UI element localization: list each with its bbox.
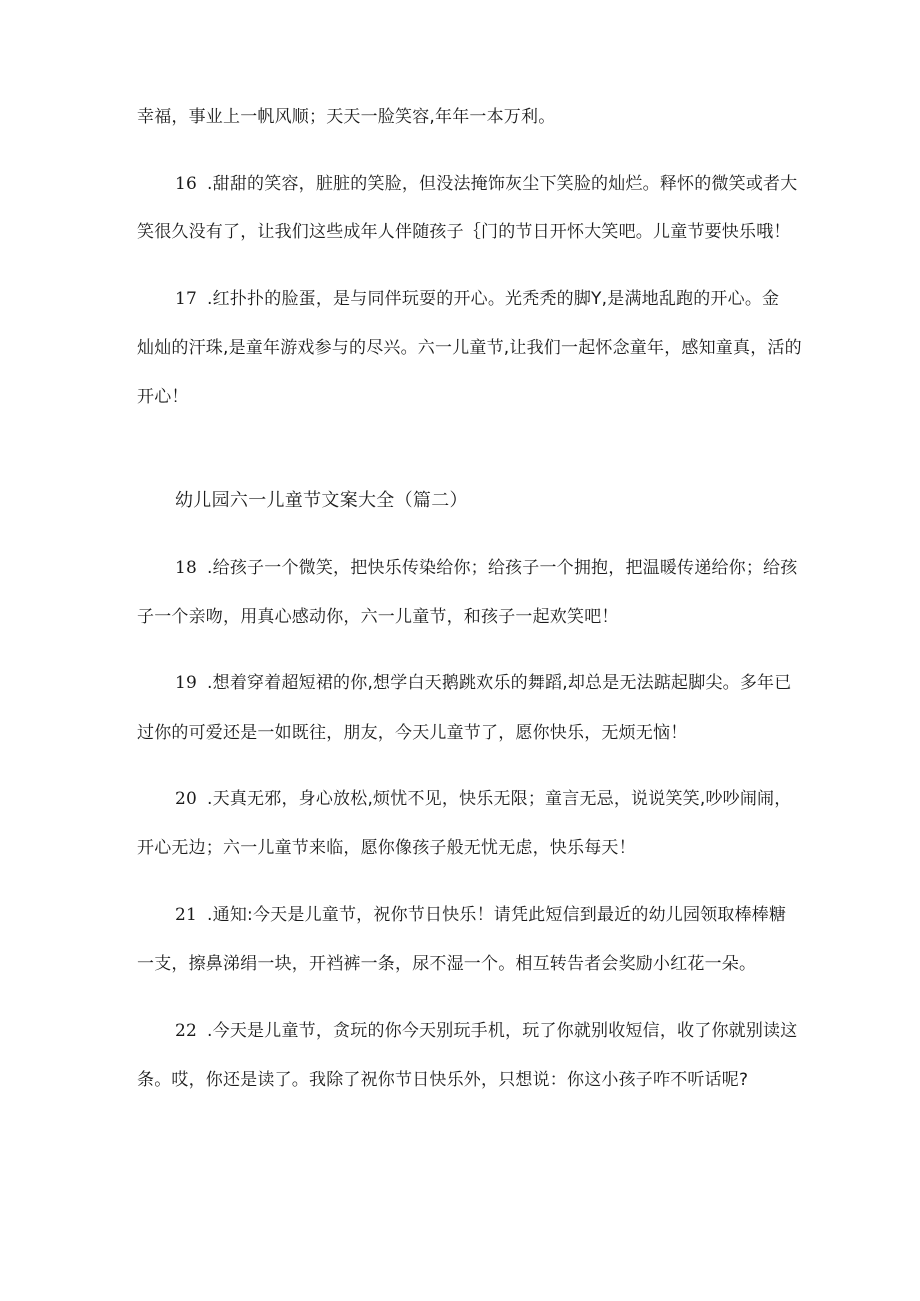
item-text: .天真无邪，身心放松,烦忧不见，快乐无限；童言无忌，说说笑笑,吵吵闹闹， bbox=[207, 789, 792, 809]
item-text: .今天是儿童节，贪玩的你今天别玩手机，玩了你就别收短信，收了你就别读这 bbox=[207, 1021, 798, 1041]
item-number: 21 bbox=[175, 905, 198, 925]
item-number: 16 bbox=[175, 174, 198, 194]
item-number: 17 bbox=[175, 289, 198, 309]
list-item-22 bbox=[175, 1019, 845, 1043]
item-number: 20 bbox=[175, 789, 198, 809]
item-text: .甜甜的笑容，脏脏的笑脸，但没法掩饰灰尘下笑脸的灿烂。释怀的微笑或者大 bbox=[207, 174, 798, 194]
list-item-21 bbox=[175, 903, 845, 927]
item-text: .红扑扑的脸蛋，是与同伴玩耍的开心。光秃秃的脚Y,是满地乱跑的开心。金 bbox=[207, 289, 780, 309]
item-text: .想着穿着超短裙的你,想学白天鹅跳欢乐的舞蹈,却总是无法踮起脚尖。多年已 bbox=[207, 673, 792, 693]
list-item-16 bbox=[175, 172, 845, 196]
list-item-18 bbox=[175, 556, 845, 580]
item-number: 22 bbox=[175, 1021, 198, 1041]
list-item-19 bbox=[175, 671, 845, 695]
list-item-20 bbox=[175, 787, 845, 811]
paragraph-line: 灿灿的汗珠,是童年游戏参与的尽兴。六一儿童节,让我们一起怀念童年，感知童真，活的 bbox=[137, 338, 802, 358]
paragraph-line: 开心！ bbox=[137, 387, 189, 407]
paragraph-line: 幸福，事业上一帆风顺；天天一脸笑容,年年一本万利。 bbox=[137, 107, 556, 127]
paragraph-line: 笑很久没有了，让我们这些成年人伴随孩子｛门的节日开怀大笑吧。儿童节要快乐哦！ bbox=[137, 222, 791, 242]
paragraph-line: 过你的可爱还是一如既往，朋友，今天儿童节了，愿你快乐，无烦无恼！ bbox=[137, 723, 688, 743]
paragraph-line: 条。哎，你还是读了。我除了祝你节日快乐外，只想说：你这小孩子咋不听话呢? bbox=[137, 1070, 749, 1090]
item-text: .给孩子一个微笑，把快乐传染给你；给孩子一个拥抱，把温暖传递给你；给孩 bbox=[207, 558, 798, 578]
item-number: 18 bbox=[175, 558, 198, 578]
paragraph-line: 开心无边；六一儿童节来临，愿你像孩子般无忧无虑，快乐每天！ bbox=[137, 838, 636, 858]
paragraph-line: 子一个亲吻，用真心感动你，六一儿童节，和孩子一起欢笑吧！ bbox=[137, 607, 619, 627]
list-item-17 bbox=[175, 287, 845, 311]
item-number: 19 bbox=[175, 673, 198, 693]
item-text: .通知:今天是儿童节，祝你节日快乐！请凭此短信到最近的幼儿园领取棒棒糖 bbox=[207, 905, 787, 925]
section-title: 幼儿园六一儿童节文案大全（篇二） bbox=[175, 490, 468, 511]
paragraph-line: 一支，擦鼻涕绢一块，开裆裤一条，尿不湿一个。相互转告者会奖励小红花一朵。 bbox=[137, 954, 757, 974]
